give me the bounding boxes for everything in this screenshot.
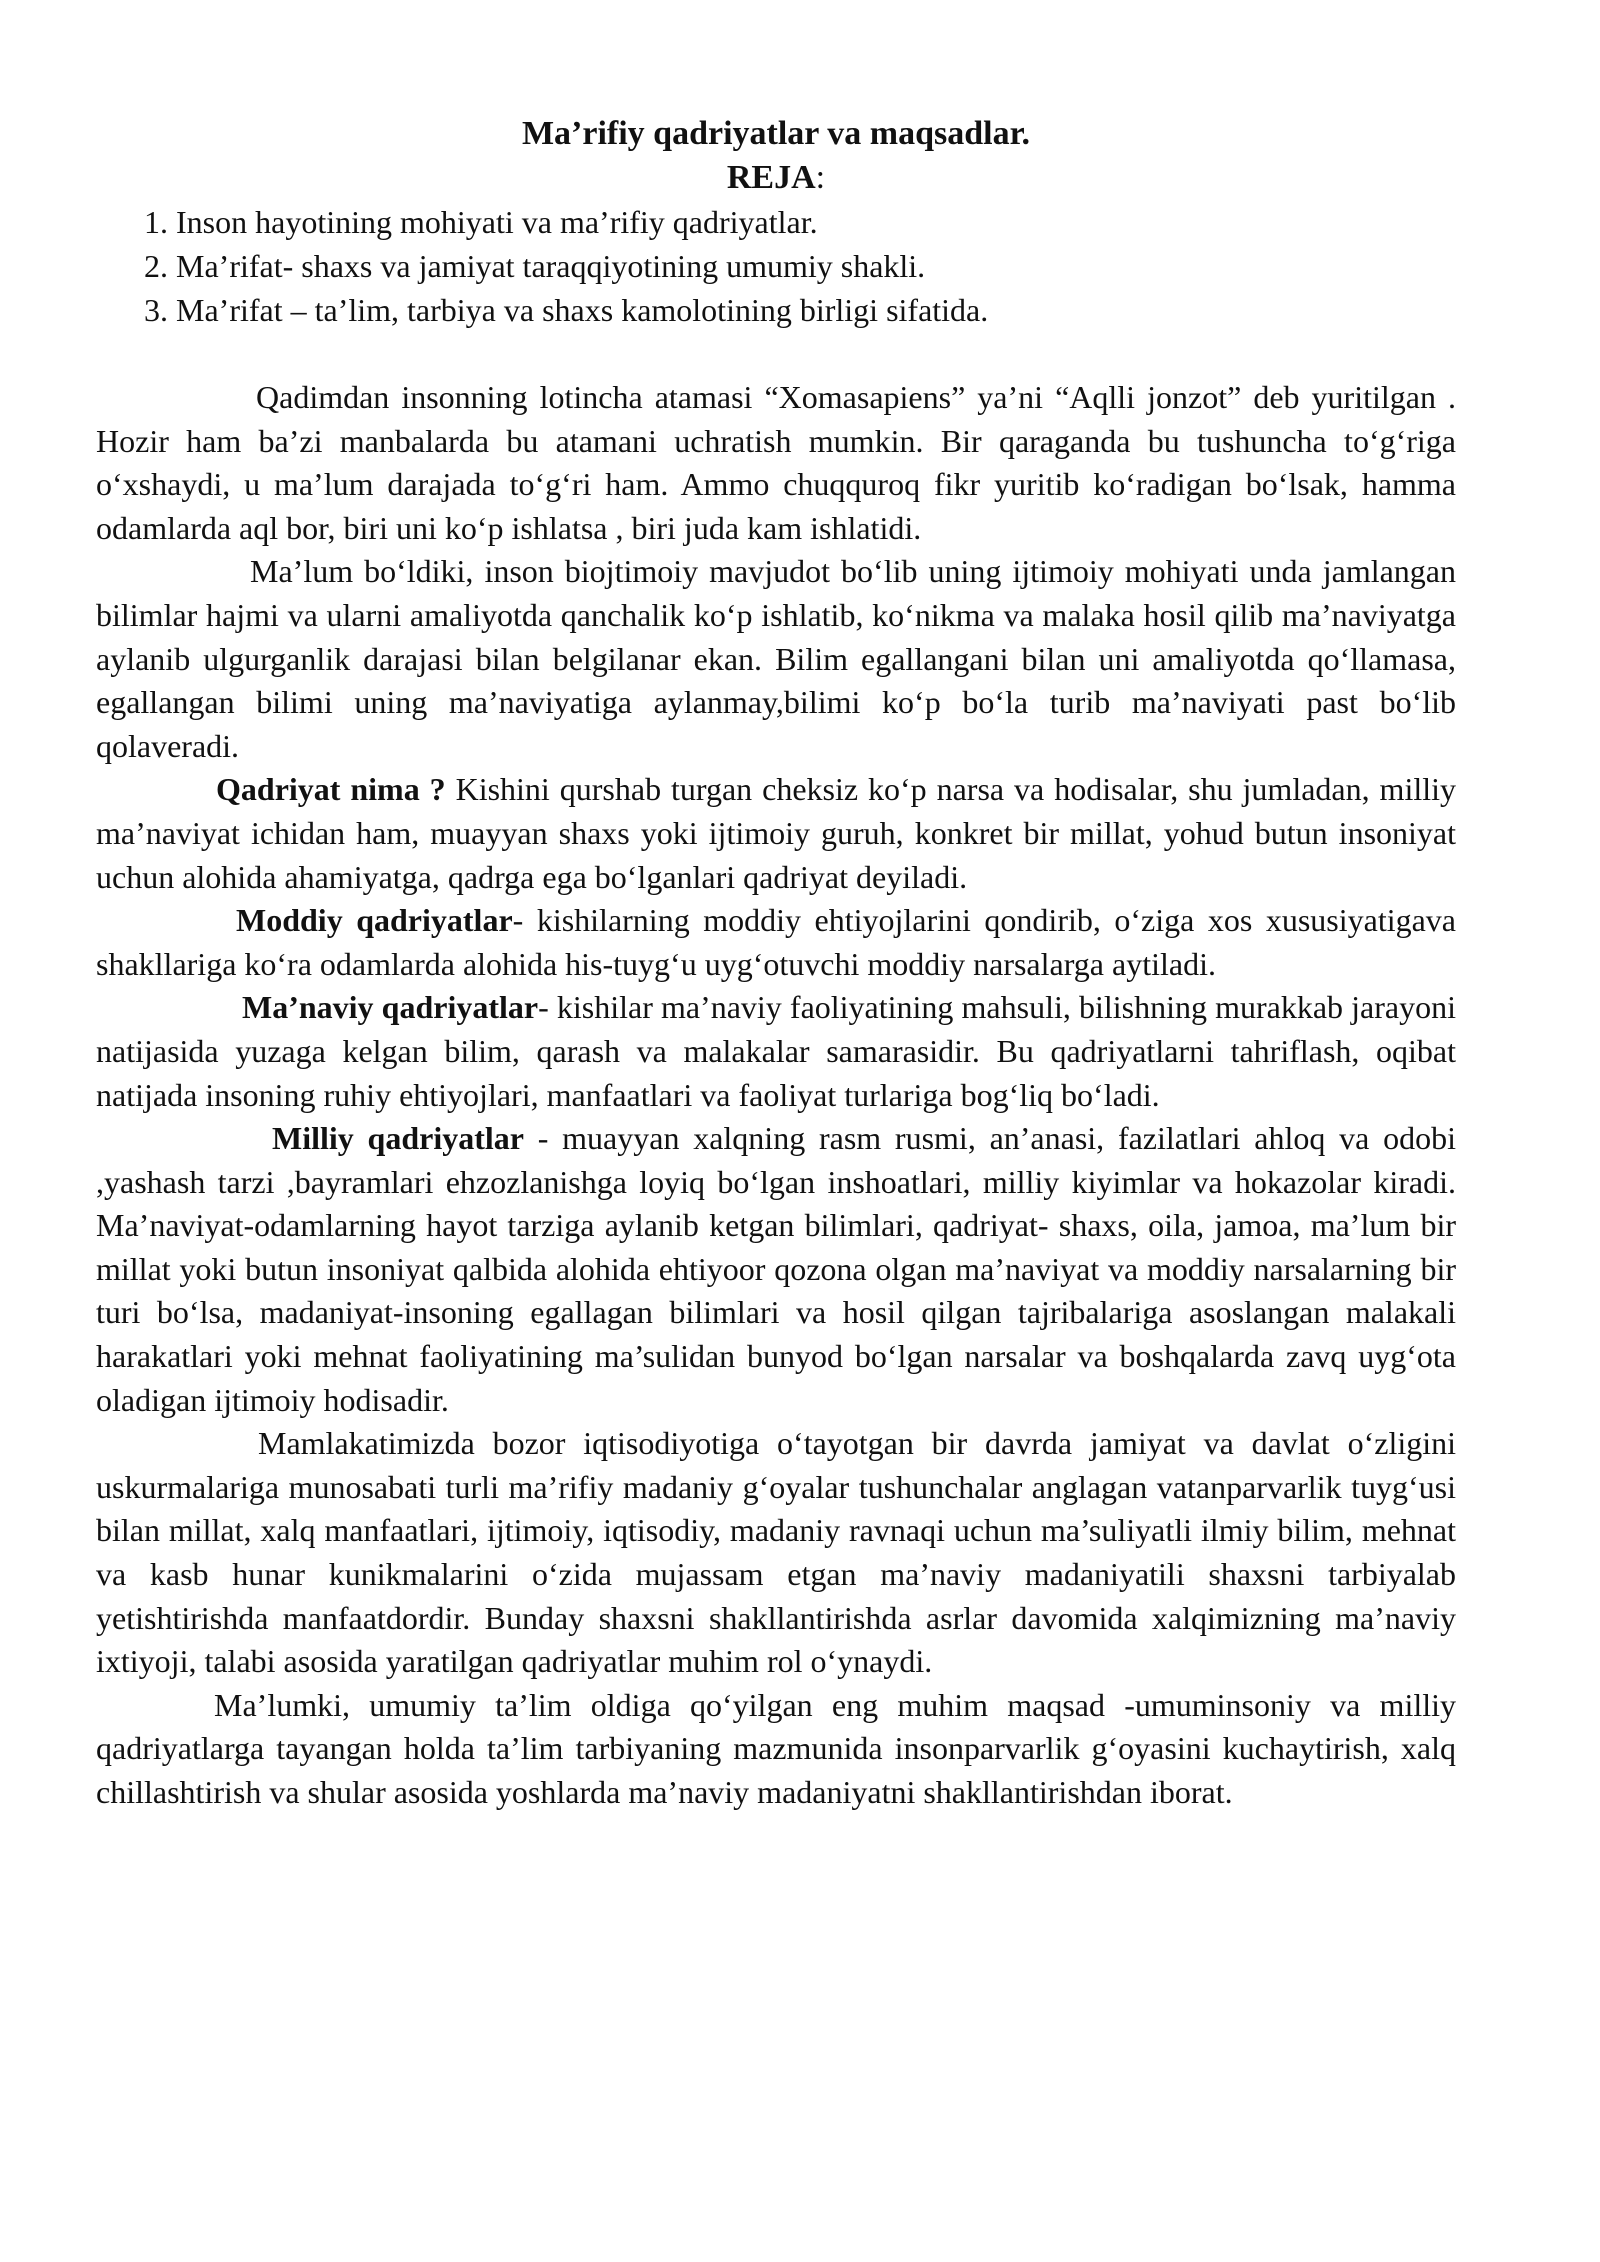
paragraph-6-text: - muayyan xalqning rasm rusmi, an’anasi, fazilatlari ahloq va odobi ,yashash tarzi ,bayramlari ehzozlanishga loyiq bo‘lgan inshoatlari, milliy kiyimlar va hokazolar kiradi. Ma’naviyat-odamlarning hayot tarziga aylanib ketgan bilimlari, qadriyat- shaxs, oila, jamoa, ma’lum bir millat yoki butun insoniyat qalbida alohida ehtiyoor qozona olgan ma’naviyat va moddiy narsalarning bir turi bo‘lsa, madaniyat-insoning egallagan bilimlari va hosil qilgan tajribalariga asoslangan malakali harakatlari yoki mehnat faoliyatining ma’sulidan bunyod bo‘lgan narsalar va boshqalarda zavq uyg‘ota oladigan ijtimoiy hodisadir. [96, 1120, 1457, 1418]
plan-item-2: 2. Ma’rifat- shaxs va jamiyat taraqqiyotining umumiy shakli. [144, 248, 926, 284]
plan-heading-label: REJA [726, 159, 816, 196]
plan-item-3: 3. Ma’rifat – ta’lim, tarbiya va shaxs kamolotining birligi sifatida. [144, 292, 989, 328]
plan-heading [96, 156, 1456, 200]
paragraph-2: Ma’lum bo‘ldiki, inson biojtimoiy mavjudot bo‘lib uning ijtimoiy mohiyati unda jamlangan bilimlar hajmi va ularni amaliyotda qanchalik ko‘p ishlatib, ko‘nikma va malaka hosil qilib ma’naviyatga aylanib ulgurganlik darajasi bilan belgilanar ekan. Bilim egallangani bilan uni amaliyotda qo‘llamasa, egallangan bilimi uning ma’naviyatiga aylanmay,bilimi ko‘p bo‘la turib ma’naviyati past bo‘lib qolaveradi. [96, 553, 1456, 764]
paragraph-1: Qadimdan insonning lotincha atamasi “Xomasapiens” ya’ni “Aqlli jonzot” deb yuritilgan . Hozir ham ba’zi manbalarda bu atamani uchratish mumkin. Bir qaraganda bu tushuncha to‘g‘riga o‘xshaydi, u ma’lum darajada to‘g‘ri ham. Ammo chuqquroq fikr yuritib ko‘radigan bo‘lsak, hamma odamlarda aql bor, biri uni ko‘p ishlatsa , biri juda kam ishlatidi. [96, 379, 1456, 546]
paragraph-4-text: - kishilarning moddiy ehtiyojlarini qondirib, o‘ziga xos xususiyatigava shakllariga ko‘ra odamlarda alohida his-tuyg‘u uyg‘otuvchi moddiy narsalarga aytiladi. [96, 902, 1456, 982]
term-moddiy: Moddiy qadriyatlar [236, 902, 513, 939]
paragraph-5-text: - kishilar ma’naviy faoliyatining mahsuli, bilishning murakkab jarayoni natijasida yuzaga kelgan bilim, qarash va malakalar samarasidir. Bu qadriyatlarni tahriflash, oqibat natijada insoning ruhiy ehtiyojlari, manfaatlari va faoliyat turlariga bog‘liq bo‘ladi. [96, 989, 1456, 1113]
spacer [96, 332, 1456, 376]
paragraph-7: Mamlakatimizda bozor iqtisodiyotiga o‘tayotgan bir davrda jamiyat va davlat o‘zligini uskurmalariga munosabati turli ma’rifiy madaniy g‘oyalar tushunchalar anglagan vatanparvarlik tuyg‘usi bilan millat, xalq manfaatlari, ijtimoiy, iqtisodiy, madaniy ravnaqi uchun ma’suliyatli ilmiy bilim, mehnat va kasb hunar kunikmalarini o‘zida mujassam etgan ma’naviy madaniyatili shaxsni tarbiyalab yetishtirishda manfaatdordir. Bunday shaxsni shakllantirishda asrlar davomida xalqimizning ma’naviy ixtiyoji, talabi asosida yaratilgan qadriyatlar muhim rol o‘ynaydi. [96, 1425, 1456, 1680]
paragraph-5 [96, 986, 1456, 1117]
document-title: Ma’rifiy qadriyatlar va maqsadlar. [521, 115, 1031, 152]
term-milliy: Milliy qadriyatlar [272, 1120, 524, 1157]
term-manaviy: Ma’naviy qadriyatlar [242, 989, 539, 1026]
paragraph-8: Ma’lumki, umumiy ta’lim oldiga qo‘yilgan eng muhim maqsad -umuminsoniy va milliy qadriyatlarga tayangan holda ta’lim tarbiyaning mazmunida insonparvarlik g‘oyasini kuchaytirish, xalq chillashtirish va shular asosida yoshlarda ma’naviy madaniyatni shakllantirishdan iborat. [96, 1686, 1456, 1810]
term-qadriyat: Qadriyat nima ? [216, 771, 446, 808]
paragraph-4 [96, 899, 1456, 986]
document-page [96, 112, 1456, 1815]
plan-heading-suffix: : [815, 159, 826, 196]
plan-list [96, 200, 1456, 332]
paragraph-6 [96, 1117, 1456, 1422]
paragraph-3 [96, 768, 1456, 899]
paragraph-3-text: Kishini qurshab turgan cheksiz ko‘p narsa va hodisalar, shu jumladan, milliy ma’naviyat ichidan ham, muayyan shaxs yoki ijtimoiy guruh, konkret bir millat, yohud butun insoniyat uchun alohida ahamiyatga, qadrga ega bo‘lganlari qadriyat deyiladi. [96, 771, 1457, 895]
plan-item-1: 1. Inson hayotining mohiyati va ma’rifiy qadriyatlar. [144, 204, 818, 240]
